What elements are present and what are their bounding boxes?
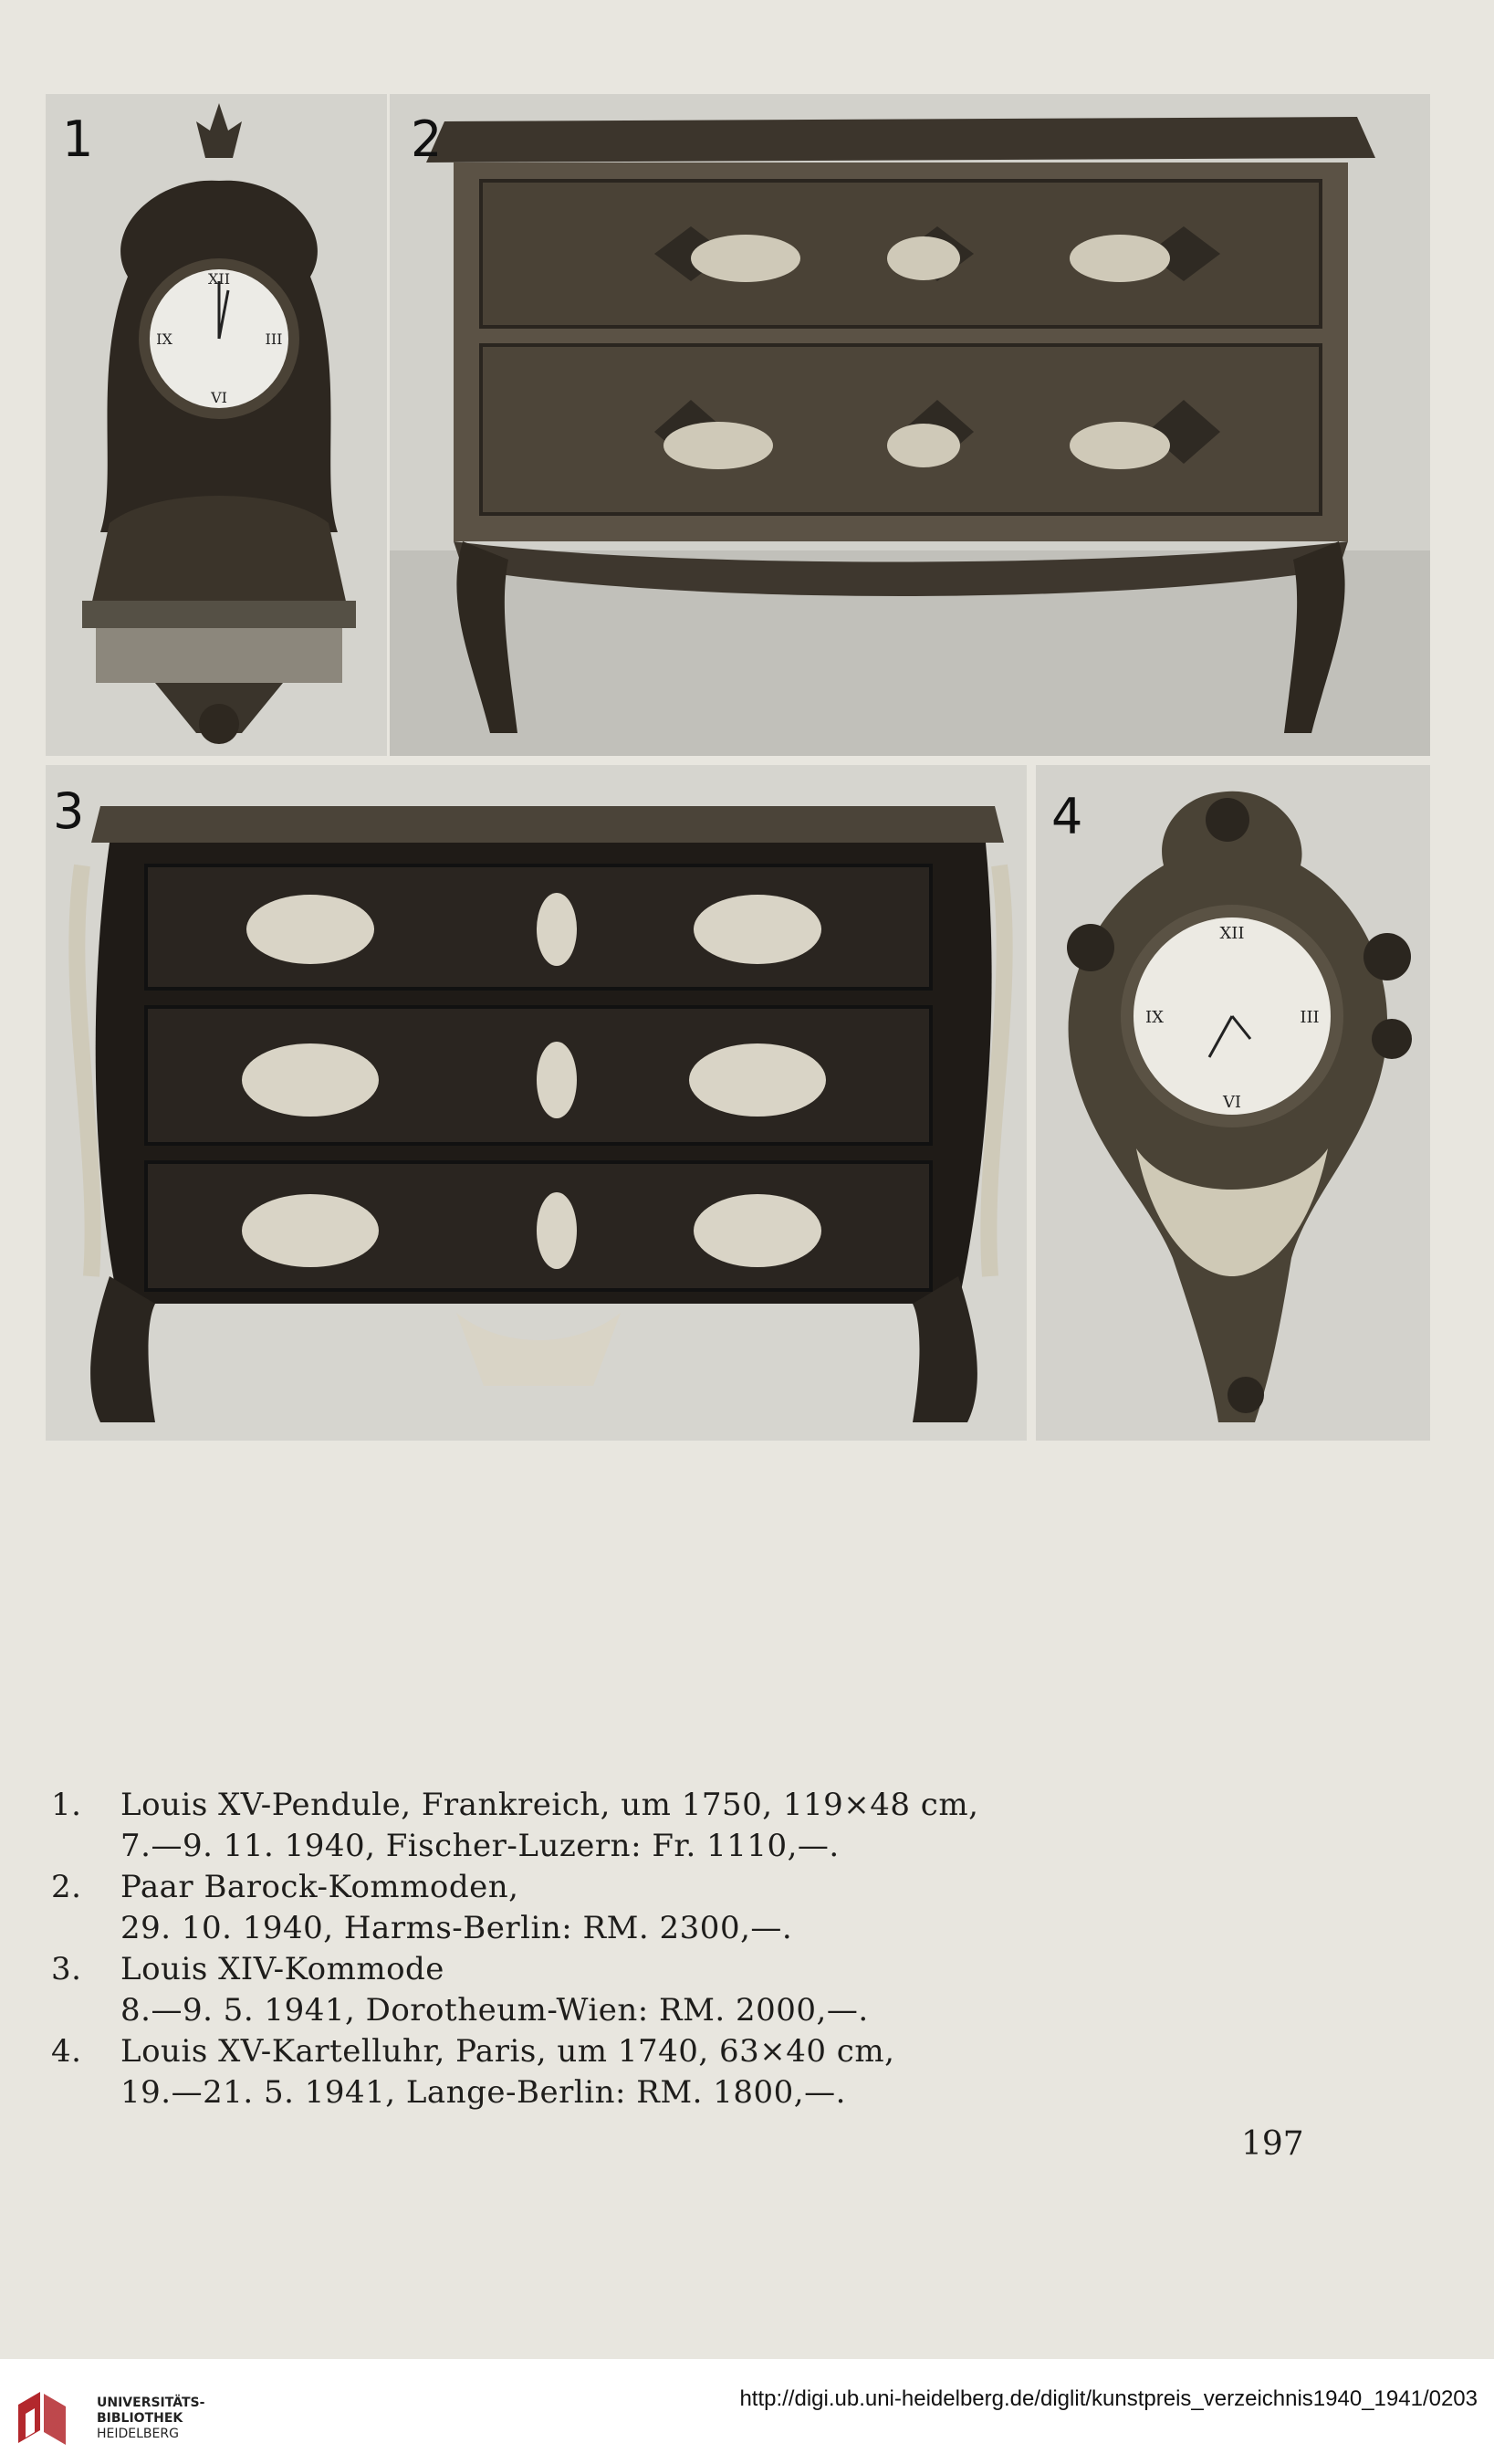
library-logo-icon (13, 2386, 86, 2450)
caption-number: 3. (51, 1951, 82, 1987)
caption-number: 4. (51, 2033, 82, 2070)
svg-text:VI: VI (1222, 1093, 1242, 1112)
svg-text:III: III (265, 330, 283, 348)
caption-title: Louis XV-Pendule, Frankreich, um 1750, 119×48 cm, (120, 1787, 979, 1823)
photo-2-barock-kommode (390, 94, 1430, 756)
library-logo[interactable] (13, 2386, 205, 2450)
barock-kommode-illustration (390, 94, 1430, 756)
library-name (97, 2396, 204, 2442)
figure-number-4: 4 (1051, 788, 1083, 845)
library-name-line2: BIBLIOTHEK (97, 2411, 183, 2426)
svg-text:XII: XII (207, 270, 231, 288)
figure-number-1: 1 (62, 110, 94, 168)
caption-item (51, 1867, 1238, 1949)
caption-title: Paar Barock-Kommoden, (120, 1869, 519, 1905)
photo-3-louis-xiv-kommode (46, 765, 1027, 1441)
caption-title: Louis XIV-Kommode (120, 1951, 444, 1987)
caption-item (51, 2031, 1238, 2113)
pendule-illustration (46, 94, 387, 756)
page-number: 197 (1241, 2125, 1304, 2163)
caption-list (51, 1785, 1238, 2113)
library-name-line3: HEIDELBERG (97, 2427, 179, 2441)
photo-1-pendule (46, 94, 387, 756)
caption-number: 1. (51, 1787, 82, 1823)
svg-text:VI: VI (211, 389, 227, 406)
photo-4-kartelluhr (1036, 765, 1430, 1441)
caption-title: Louis XV-Kartelluhr, Paris, um 1740, 63×40 cm, (120, 2033, 895, 2070)
svg-text:IX: IX (1145, 1008, 1164, 1027)
caption-sale: 29. 10. 1940, Harms-Berlin: RM. 2300,—. (120, 1910, 793, 1946)
louis-xiv-kommode-illustration (46, 765, 1027, 1441)
caption-sale: 8.—9. 5. 1941, Dorotheum-Wien: RM. 2000,—. (120, 1992, 869, 2029)
footer-bar (0, 2359, 1494, 2464)
kartelluhr-illustration (1036, 765, 1430, 1441)
caption-item (51, 1949, 1238, 2031)
caption-sale: 7.—9. 11. 1940, Fischer-Luzern: Fr. 1110,—. (120, 1828, 840, 1864)
caption-item (51, 1785, 1238, 1867)
caption-number: 2. (51, 1869, 82, 1905)
svg-text:XII: XII (1219, 924, 1245, 943)
svg-text:IX: IX (156, 330, 172, 348)
source-url-link[interactable]: http://digi.ub.uni-heidelberg.de/diglit/kunstpreis_verzeichnis1940_1941/0203 (739, 2386, 1478, 2411)
figure-number-3: 3 (53, 782, 85, 840)
figure-number-2: 2 (411, 110, 443, 168)
caption-sale: 19.—21. 5. 1941, Lange-Berlin: RM. 1800,—. (120, 2074, 846, 2111)
svg-text:III: III (1300, 1008, 1320, 1027)
library-name-line1: UNIVERSITÄTS- (97, 2396, 205, 2410)
